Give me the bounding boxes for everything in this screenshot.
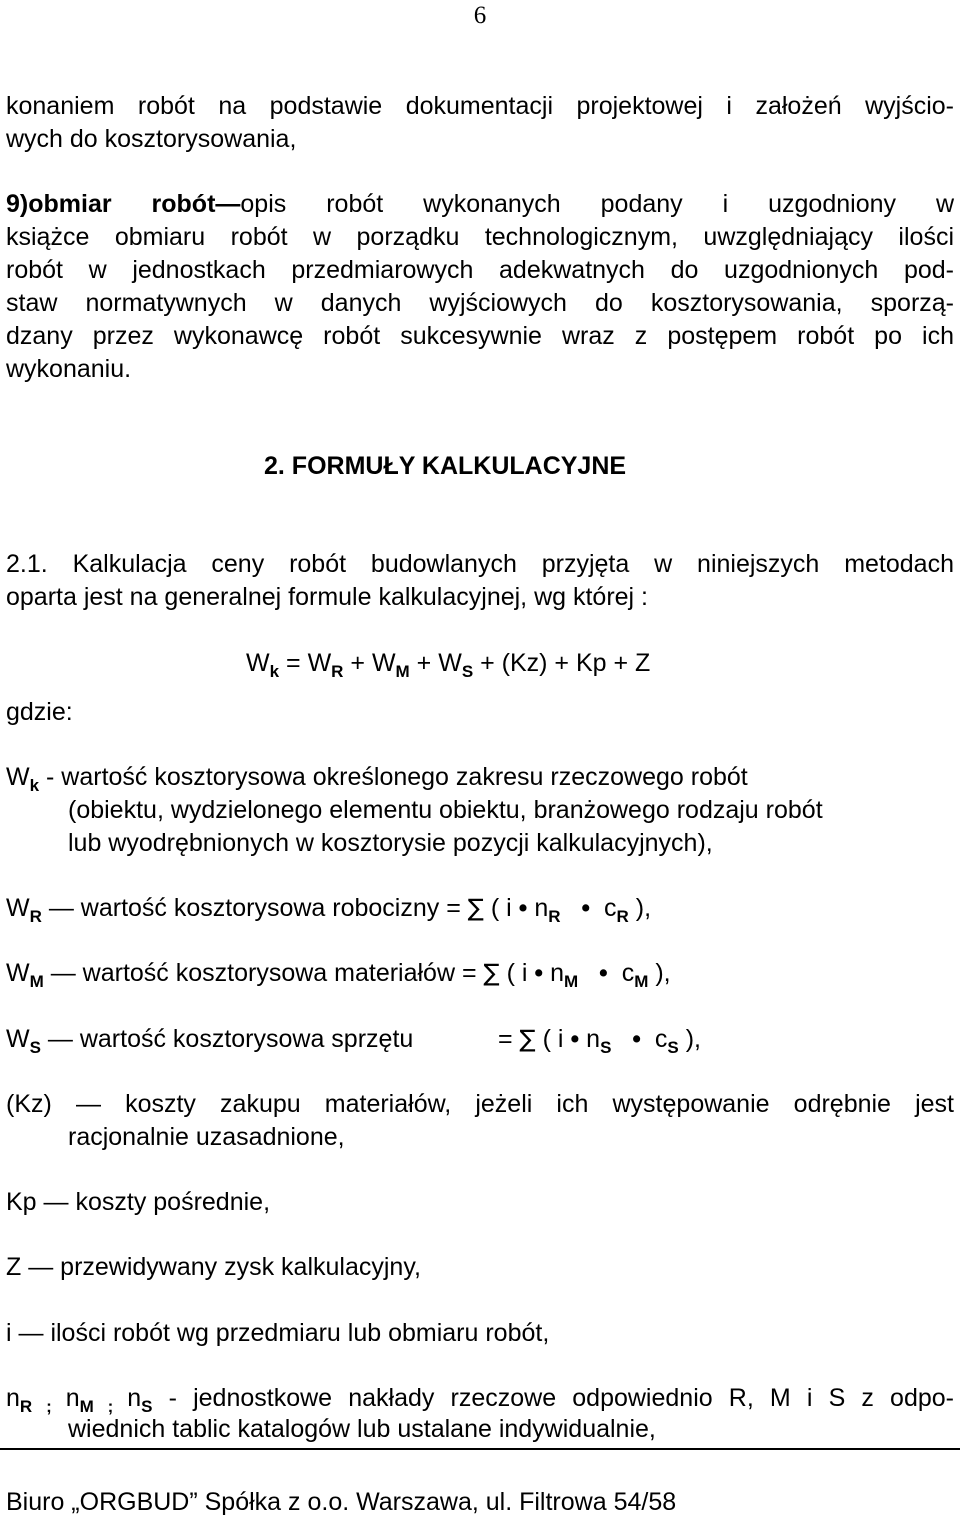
item-9-line-1: [6, 189, 954, 219]
def-wm-n-sub: M: [564, 972, 579, 991]
def-ws-n-sub: S: [600, 1038, 612, 1057]
def-ws-c-sub: S: [667, 1038, 679, 1057]
def-ws-open: ( i: [535, 1025, 571, 1053]
def-wr-sub: R: [29, 907, 42, 926]
def-wr-n-sub: R: [548, 907, 561, 926]
def-wk-symbol: W: [6, 763, 30, 791]
formula-sub-k: k: [269, 662, 280, 681]
def-wk-line-2: (obiektu, wydzielonego elementu obiektu, branżowego rodzaju robót: [68, 796, 823, 824]
def-ws-text: — wartość kosztorysowa sprzętu: [40, 1025, 414, 1053]
def-ws-formula: [498, 1024, 701, 1057]
item-9-line-6: wykonaniu.: [6, 355, 132, 383]
def-wm-n: n: [543, 959, 565, 987]
page-footer: Biuro „ORGBUD” Spółka z o.o. Warszawa, ul. Filtrowa 54/58: [6, 1488, 677, 1516]
def-ws-sub: S: [29, 1038, 41, 1057]
item-9-line-5: dzany przez wykonawcę robót sukcesywnie wraz z postępem robót po ich: [6, 322, 954, 350]
def-n-line-1: [6, 1383, 954, 1416]
def-wk-line-3: lub wyodrębnionych w kosztorysie pozycji kalkulacyjnych),: [68, 829, 713, 857]
def-n-line-2: wiednich tablic katalogów lub ustalane indywidualnie,: [68, 1415, 656, 1443]
formula-sub-r: R: [331, 662, 344, 681]
multiply-dot-icon: •: [632, 1025, 642, 1053]
section-2-1-line-2: oparta jest na generalnej formule kalkulacyjnej, wg której :: [6, 583, 649, 611]
item-9-dash: —: [215, 190, 241, 218]
def-wr-c: c: [604, 894, 617, 922]
item-9-line-3: robót w jednostkach przedmiarowych adekwatnych do uzgodnionych pod-: [6, 256, 954, 284]
def-wm-close: ),: [648, 959, 671, 987]
def-n-text: - jednostkowe nakłady rzeczowe odpowiednio R, M i S z odpo-: [152, 1384, 954, 1412]
def-kp: Kp — koszty pośrednie,: [6, 1188, 271, 1216]
def-ws-close: ),: [678, 1025, 701, 1053]
sum-icon: ∑: [483, 959, 500, 987]
section-2-1-line-1: 2.1. Kalkulacja ceny robót budowlanych przyjęta w niniejszych metodach: [6, 550, 954, 578]
intro-line-1: konaniem robót na podstawie dokumentacji projektowej i założeń wyjścio-: [6, 92, 954, 120]
sum-icon: ∑: [519, 1025, 536, 1053]
item-9-term: obmiar robót: [28, 190, 216, 218]
def-ws-n: n: [579, 1025, 601, 1053]
multiply-dot-icon: •: [581, 894, 591, 922]
sum-icon: ∑: [467, 894, 484, 922]
footer-divider: [0, 1448, 960, 1450]
def-ws-c: c: [654, 1025, 668, 1053]
def-wk-sub: k: [29, 776, 40, 795]
item-9-line-2: książce obmiaru robót w porządku technologicznym, uwzględniający ilości: [6, 223, 954, 251]
formula-rest: + (Kz) + Kp + Z: [473, 649, 651, 677]
def-wr-n: n: [527, 894, 549, 922]
def-ws-eq: =: [498, 1025, 520, 1053]
multiply-dot-icon: •: [534, 959, 544, 987]
formula-w: W: [246, 649, 270, 677]
formula-sub-m: M: [395, 662, 410, 681]
section-heading: 2. FORMUŁY KALKULACYJNE: [264, 452, 627, 480]
def-ws: [6, 1024, 414, 1057]
page-number: 6: [473, 2, 487, 29]
def-n3: n: [127, 1384, 142, 1412]
def-wm-text: — wartość kosztorysowa materiałów =: [43, 959, 484, 987]
formula-sub-s: S: [461, 662, 474, 681]
gdzie-label: gdzie:: [6, 698, 73, 726]
formula-eq: = W: [279, 649, 332, 677]
def-kz-line-1: (Kz) — koszty zakupu materiałów, jeżeli ich występowanie odrębnie jest: [6, 1090, 954, 1118]
def-wr-c-sub: R: [616, 907, 629, 926]
def-kz-line-2: racjonalnie uzasadnione,: [68, 1123, 345, 1151]
formula-plus-w2: + W: [409, 649, 462, 677]
def-wr-close: ),: [628, 894, 652, 922]
general-formula: [246, 648, 651, 681]
def-wm-c: c: [621, 959, 635, 987]
item-9-number: 9): [6, 190, 29, 218]
def-n1-sub: R ;: [19, 1397, 66, 1416]
def-wk-line-1: [6, 762, 748, 795]
def-i: i — ilości robót wg przedmiaru lub obmiaru robót,: [6, 1319, 550, 1347]
def-n2: n: [65, 1384, 80, 1412]
def-wr: [6, 893, 652, 926]
def-wr-symbol: W: [6, 894, 30, 922]
item-9-line-4: staw normatywnych w danych wyjściowych do kosztorysowania, sporzą-: [6, 289, 954, 317]
def-wm-sub: M: [29, 972, 44, 991]
formula-plus-w1: + W: [343, 649, 396, 677]
def-ws-symbol: W: [6, 1025, 30, 1053]
def-wr-text: — wartość kosztorysowa robocizny =: [41, 894, 468, 922]
def-n2-sub: M ;: [79, 1397, 128, 1416]
def-n3-sub: S: [141, 1397, 153, 1416]
def-wr-open: ( i: [483, 894, 519, 922]
multiply-dot-icon: •: [599, 959, 608, 987]
def-wk-text: - wartość kosztorysowa określonego zakresu rzeczowego robót: [39, 763, 748, 791]
def-wm-symbol: W: [6, 959, 30, 987]
multiply-dot-icon: •: [570, 1025, 580, 1053]
def-z: Z — przewidywany zysk kalkulacyjny,: [6, 1253, 421, 1281]
multiply-dot-icon: •: [518, 894, 528, 922]
item-9-line-1-rest: opis robót wykonanych podany i uzgodniony w: [240, 190, 954, 218]
def-n1: n: [6, 1384, 20, 1412]
def-wm-c-sub: M: [634, 972, 649, 991]
def-wm-open: ( i: [499, 959, 535, 987]
def-wm: [6, 958, 671, 991]
intro-line-2: wych do kosztorysowania,: [6, 125, 297, 153]
